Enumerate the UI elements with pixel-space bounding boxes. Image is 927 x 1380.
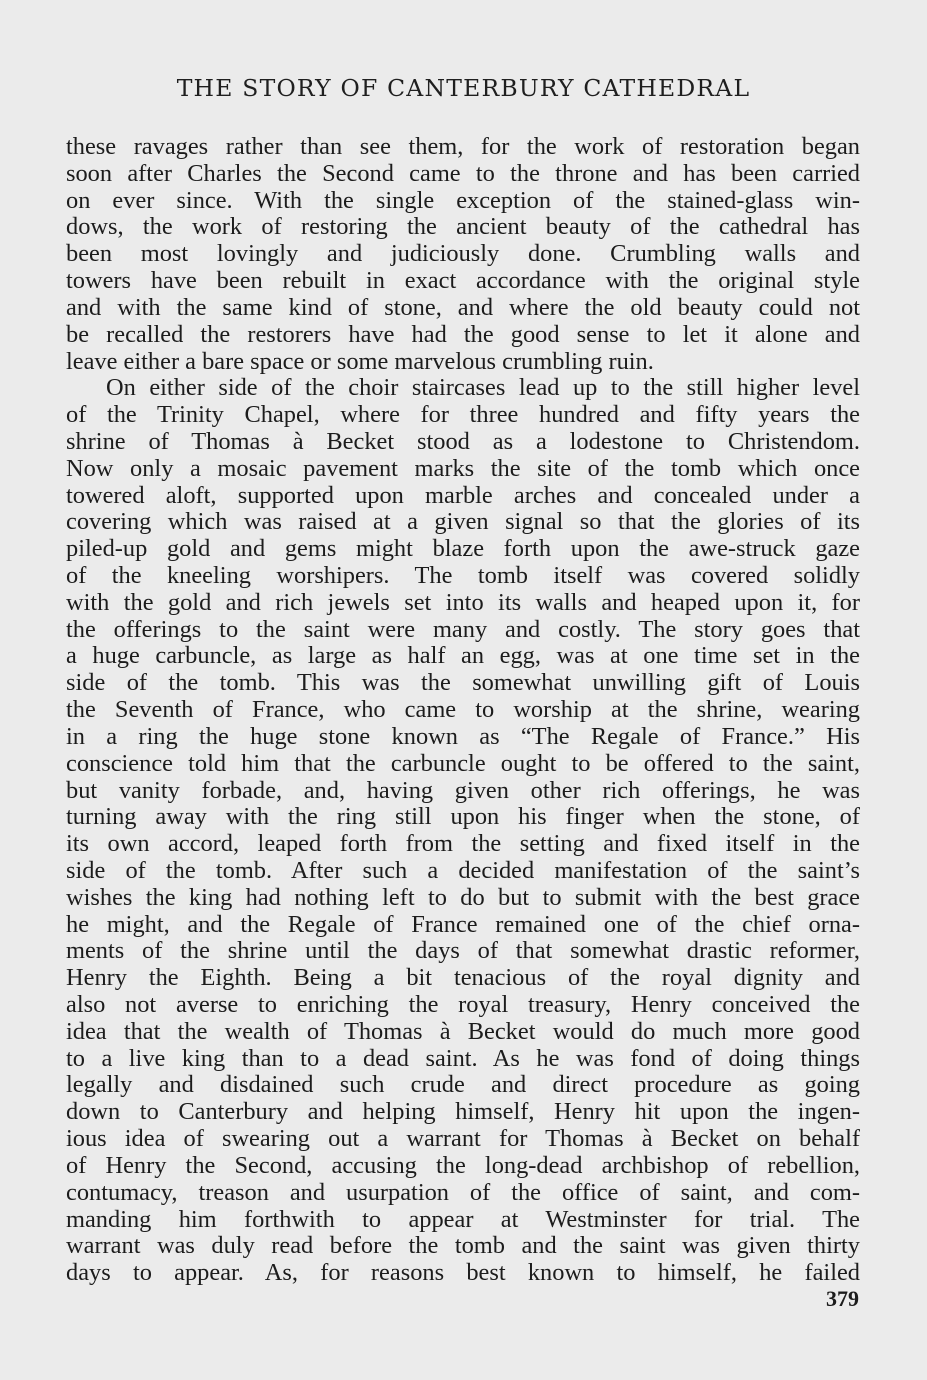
text-line: a huge carbuncle, as large as half an egg, was at one time set in the: [66, 643, 860, 670]
text-line: these ravages rather than see them, for the work of restoration began: [66, 134, 860, 160]
text-line: warrant was duly read before the tomb and the saint was given thirty: [66, 1233, 860, 1260]
text-line: side of the tomb. After such a decided manifestation of the saint’s: [66, 857, 860, 884]
paragraph: [66, 134, 860, 375]
text-line: also not averse to enriching the royal treasury, Henry conceived the: [66, 992, 860, 1018]
text-line: on ever since. With the single exception of the stained-glass win-: [66, 187, 860, 214]
text-line: the offerings to the saint were many and costly. The story goes that: [66, 616, 860, 643]
text-line: soon after Charles the Second came to the throne and has been carried: [66, 160, 860, 187]
text-line: turning away with the ring still upon his finger when the stone, of: [66, 804, 860, 831]
text-line: wishes the king had nothing left to do but to submit with the best grace: [66, 884, 860, 911]
text-line: of Henry the Second, accusing the long-dead archbishop of rebellion,: [66, 1152, 860, 1179]
text-line: covering which was raised at a given signal so that the glories of its: [66, 509, 860, 536]
text-line: towered aloft, supported upon marble arches and concealed under a: [66, 482, 860, 509]
text-line: towers have been rebuilt in exact accordance with the original style: [66, 268, 860, 295]
text-line: to a live king than to a dead saint. As he was fond of doing things: [66, 1045, 860, 1072]
text-line: conscience told him that the carbuncle ought to be offered to the saint,: [66, 750, 860, 777]
page-number: 379: [826, 1286, 859, 1311]
text-line: dows, the work of restoring the ancient beauty of the cathedral has: [66, 214, 860, 241]
text-line: its own accord, leaped forth from the setting and fixed itself in the: [66, 831, 860, 858]
text-line: and with the same kind of stone, and where the old beauty could not: [66, 294, 860, 321]
text-line: leave either a bare space or some marvelous crumbling ruin.: [66, 348, 654, 375]
text-line: On either side of the choir staircases lead up to the still higher level: [106, 375, 860, 402]
text-line: of the kneeling worshipers. The tomb itself was covered solidly: [66, 563, 860, 589]
text-line: been most lovingly and judiciously done. Crumbling walls and: [66, 241, 860, 268]
paragraph: [66, 375, 860, 1287]
text-line: side of the tomb. This was the somewhat unwilling gift of Louis: [66, 670, 860, 697]
text-line: Now only a mosaic pavement marks the site of the tomb which once: [66, 455, 860, 482]
text-line: contumacy, treason and usurpation of the office of saint, and com-: [66, 1179, 860, 1206]
text-line: ments of the shrine until the days of that somewhat drastic reformer,: [66, 938, 860, 965]
text-line: days to appear. As, for reasons best known to himself, he failed: [66, 1260, 860, 1287]
text-line: down to Canterbury and helping himself, Henry hit upon the ingen-: [66, 1099, 860, 1126]
text-line: Henry the Eighth. Being a bit tenacious of the royal dignity and: [66, 965, 860, 992]
body-text: [66, 134, 860, 1287]
text-line: manding him forthwith to appear at Westminster for trial. The: [66, 1206, 860, 1233]
running-head: THE STORY OF CANTERBURY CATHEDRAL: [176, 74, 751, 102]
text-line: but vanity forbade, and, having given other rich offerings, he was: [66, 777, 860, 804]
text-line: shrine of Thomas à Becket stood as a lodestone to Christendom.: [66, 428, 860, 455]
text-line: in a ring the huge stone known as “The Regale of France.” His: [66, 723, 860, 750]
text-line: of the Trinity Chapel, where for three hundred and fifty years the: [66, 402, 860, 429]
text-line: the Seventh of France, who came to worship at the shrine, wearing: [66, 697, 860, 724]
text-line: idea that the wealth of Thomas à Becket would do much more good: [66, 1018, 860, 1045]
text-line: legally and disdained such crude and direct procedure as going: [66, 1072, 860, 1099]
text-line: piled-up gold and gems might blaze forth upon the awe-struck gaze: [66, 536, 860, 563]
text-line: ious idea of swearing out a warrant for Thomas à Becket on behalf: [66, 1126, 860, 1153]
text-line: be recalled the restorers have had the good sense to let it alone and: [66, 321, 860, 348]
text-line: he might, and the Regale of France remained one of the chief orna-: [66, 911, 860, 938]
text-line: with the gold and rich jewels set into its walls and heaped upon it, for: [66, 589, 860, 616]
